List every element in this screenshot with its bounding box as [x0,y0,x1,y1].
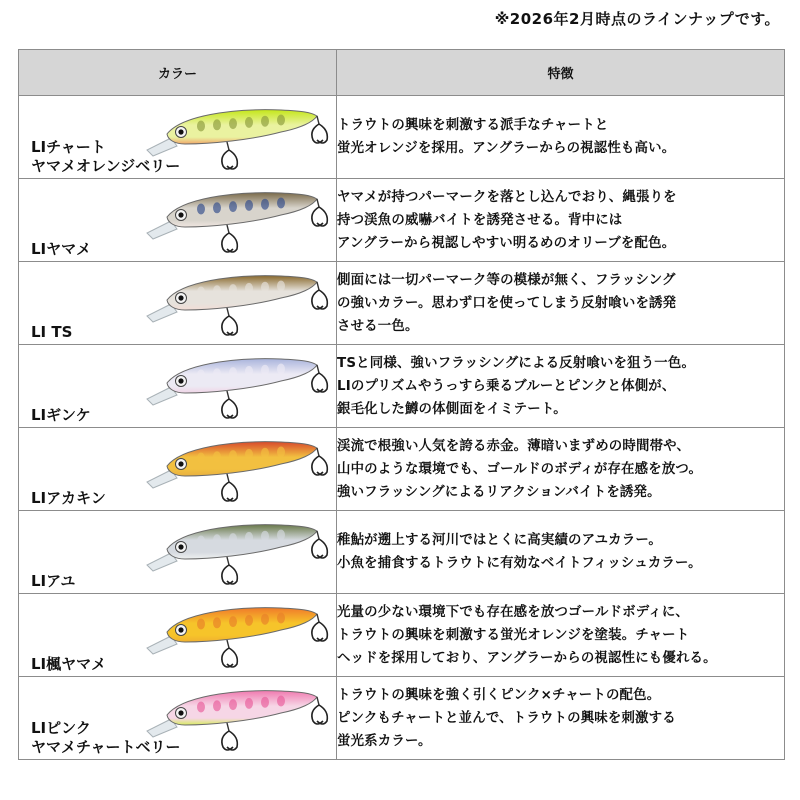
feature-cell [337,428,785,511]
lineup-date-note: ※2026年2月時点のラインナップです。 [494,10,780,28]
minnow-lure-image [141,513,337,591]
color-cell [19,677,337,760]
minnow-lure-image [141,181,337,259]
feature-cell [337,511,785,594]
feature-cell [337,594,785,677]
feature-cell [337,677,785,760]
color-name: LIギンケ [31,406,91,424]
header-color: カラー [19,50,337,96]
minnow-lure-image [141,596,337,674]
minnow-lure-image [141,347,337,425]
color-cell [19,345,337,428]
minnow-lure-image [141,430,337,508]
feature-description: ヤマメが持つパーマークを落とし込んでおり、縄張りを 持つ渓魚の威嚇バイトを誘発させる。背中には アングラーから視認しやすい明るめのオリーブを配色。 [337,189,677,251]
color-name: LIアカキン [31,489,106,507]
table-row [19,594,785,677]
color-name: LIピンク ヤマメチャートベリー [31,719,181,756]
table-row [19,428,785,511]
feature-cell [337,179,785,262]
table-row [19,677,785,760]
feature-cell [337,262,785,345]
table-row [19,511,785,594]
color-name: LI TS [31,323,73,341]
color-cell [19,96,337,179]
feature-description: トラウトの興味を刺激する派手なチャートと 蛍光オレンジを採用。アングラーからの視認性も高い。 [337,118,676,156]
feature-description: 側面には一切パーマーク等の模様が無く、フラッシング の強いカラー。思わず口を使ってしまう反射喰いを誘発 させる一色。 [337,272,677,334]
color-cell [19,428,337,511]
feature-description: トラウトの興味を強く引くピンク×チャートの配色。 ピンクもチャートと並んで、トラウトの興味を刺激する 蛍光系カラー。 [337,687,676,749]
color-lineup-table [18,49,785,760]
minnow-lure-image [141,264,337,342]
feature-cell [337,96,785,179]
table-row [19,262,785,345]
feature-description: 光量の少ない環境下でも存在感を放つゴールドボディに、 トラウトの興味を刺激する蛍光オレンジを塗装。チャート ヘッドを採用しており、アングラーからの視認性にも優れる。 [337,604,717,666]
table-row [19,345,785,428]
feature-description: 渓流で根強い人気を誇る赤金。薄暗いまずめの時間帯や、 山中のような環境でも、ゴールドのボディが存在感を放つ。 強いフラッシングによるリアクションバイトを誘発。 [337,438,703,500]
feature-cell [337,345,785,428]
feature-description: TSと同様、強いフラッシングによる反射喰いを狙う一色。 LIのプリズムやうっすら乗るブルーとピンクと体側が、 銀毛化した鱒の体側面をイミテート。 [337,355,696,417]
table-row [19,179,785,262]
color-name: LIアユ [31,572,76,590]
color-name: LIヤマメ [31,240,92,258]
feature-description: 稚鮎が遡上する河川ではとくに高実績のアユカラー。 小魚を捕食するトラウトに有効なベイトフィッシュカラー。 [337,533,702,571]
color-cell [19,511,337,594]
color-cell [19,262,337,345]
color-cell [19,594,337,677]
color-cell [19,179,337,262]
header-feature: 特徴 [337,50,785,96]
table-header-row [19,50,785,96]
color-name: LIチャート ヤマメオレンジベリー [31,138,181,175]
table-row [19,96,785,179]
color-name: LI楓ヤマメ [31,655,107,673]
